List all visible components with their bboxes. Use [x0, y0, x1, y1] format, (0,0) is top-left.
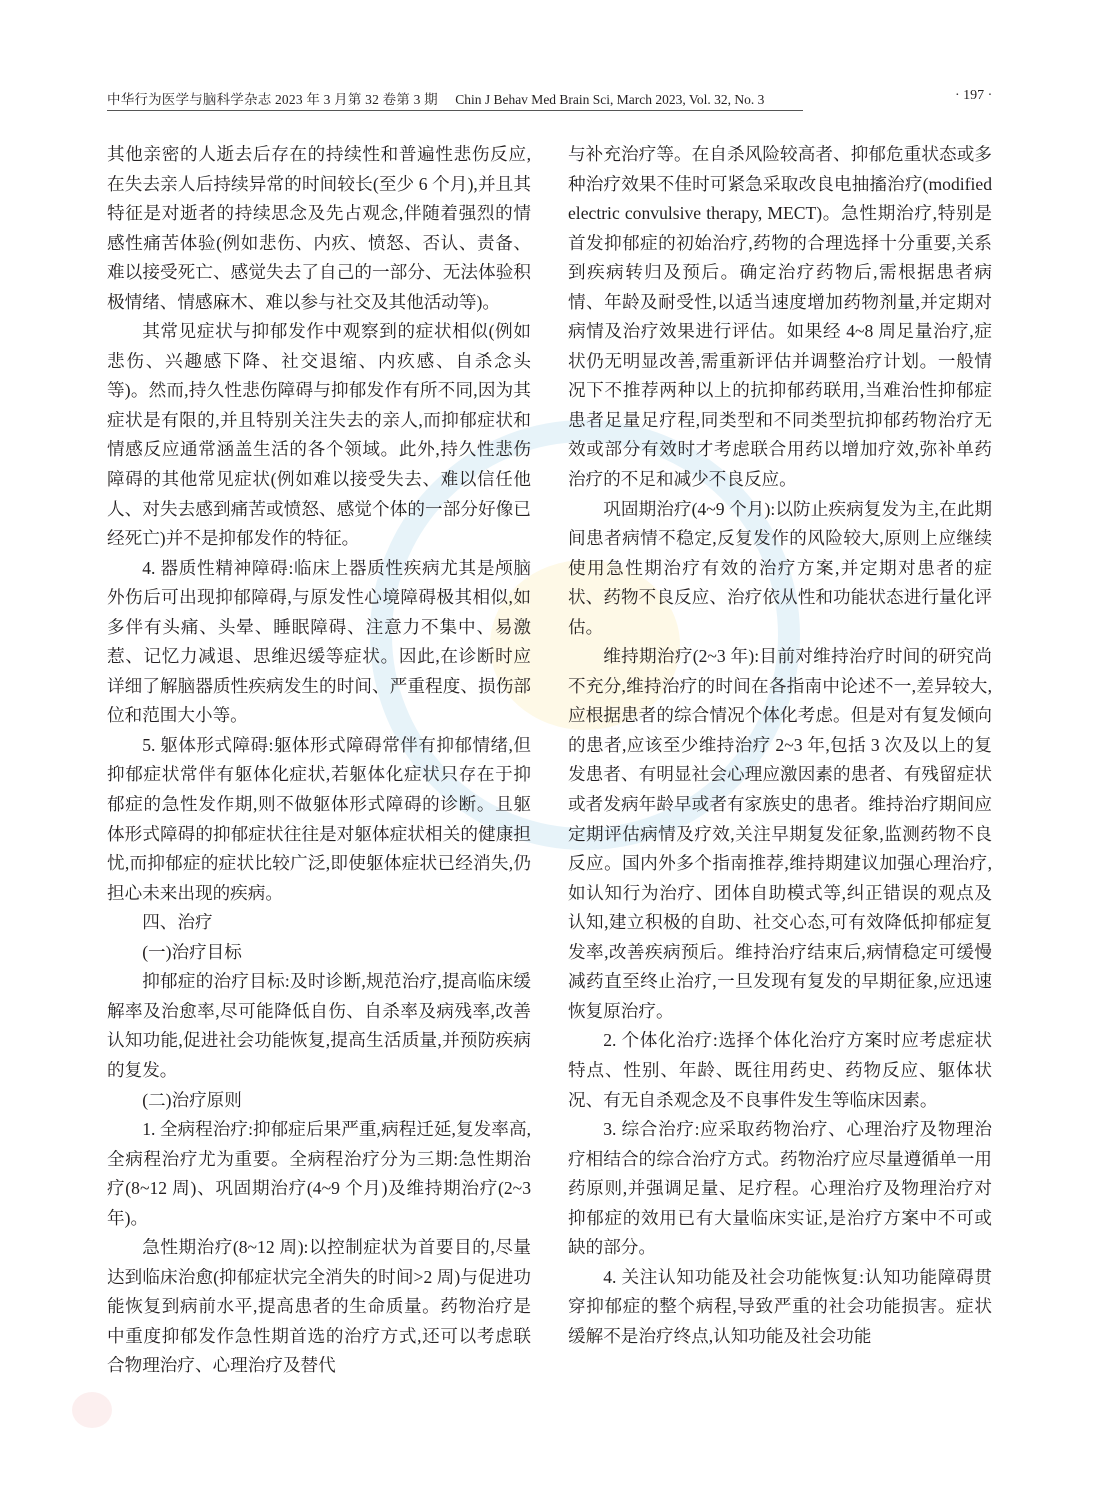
section-heading: (二)治疗原则 [142, 1089, 242, 1110]
paragraph: 急性期治疗(8~12 周):以控制症状为首要目的,尽量达到临床治愈(抑郁症状完全消失的时间>2 周)与促进功能恢复到病前水平,提高患者的生命质量。药物治疗是中重度抑郁发作急性期首选的治疗方式,还可以考虑联合物理治疗、心理治疗及替代 [107, 1237, 531, 1376]
paragraph: 2. 个体化治疗:选择个体化治疗方案时应考虑症状特点、性别、年龄、既往用药史、药物反应、躯体状况、有无自杀观念及不良事件发生等临床因素。 [568, 1030, 992, 1110]
running-header [107, 88, 803, 111]
page-number: · 197 · [955, 88, 993, 103]
paragraph: 抑郁症的治疗目标:及时诊断,规范治疗,提高临床缓解率及治愈率,尽可能降低自伤、自杀率及病残率,改善认知功能,促进社会功能恢复,提高生活质量,并预防疾病的复发。 [107, 971, 531, 1080]
paragraph: 巩固期治疗(4~9 个月):以防止疾病复发为主,在此期间患者病情不稳定,反复发作的风险较大,原则上应继续使用急性期治疗有效的治疗方案,并定期对患者的症状、药物不良反应、治疗依从性和功能状态进行量化评估。 [568, 498, 992, 637]
paragraph: 5. 躯体形式障碍:躯体形式障碍常伴有抑郁情绪,但抑郁症状常伴有躯体化症状,若躯体化症状只存在于抑郁症的急性发作期,则不做躯体形式障碍的诊断。且躯体形式障碍的抑郁症状往往是对躯体症状相关的健康担忧,而抑郁症的症状比较广泛,即使躯体症状已经消失,仍担心未来出现的疾病。 [107, 734, 531, 903]
section-heading: (一)治疗目标 [142, 941, 242, 962]
paragraph: 其常见症状与抑郁发作中观察到的症状相似(例如悲伤、兴趣感下降、社交退缩、内疚感、自杀念头等)。然而,持久性悲伤障碍与抑郁发作有所不同,因为其症状是有限的,并且特别关注失去的亲人,而抑郁症状和情感反应通常涵盖生活的各个领域。此外,持久性悲伤障碍的其他常见症状(例如难以接受失去、难以信任他人、对失去感到痛苦或愤怒、感觉个体的一部分好像已经死亡)并不是抑郁发作的特征。 [107, 321, 531, 549]
paragraph: 维持期治疗(2~3 年):目前对维持治疗时间的研究尚不充分,维持治疗的时间在各指南中论述不一,差异较大,应根据患者的综合情况个体化考虑。但是对有复发倾向的患者,应该至少维持治疗 2~3 年,包括 3 次及以上的复发患者、有明显社会心理应激因素的患者、有残留症状或者发病年龄早或者有家族史的患者。维持治疗期间应定期评估病情及疗效,关注早期复发征象,监测药物不良反应。国内外多个指南推荐,维持期建议加强心理治疗,如认知行为治疗、团体自助模式等,纠正错误的观点及认知,建立积极的自助、社交心态,可有效降低抑郁症复发率,改善疾病预后。维持治疗结束后,病情稳定可缓慢减药直至终止治疗,一旦发现有复发的早期征象,应迅速恢复原治疗。 [568, 646, 992, 1021]
left-column [107, 140, 531, 1381]
paragraph: 与补充治疗等。在自杀风险较高者、抑郁危重状态或多种治疗效果不佳时可紧急采取改良电抽搐治疗(modified electric convulsive therapy, MECT)。急性期治疗,特别是首发抑郁症的初始治疗,药物的合理选择十分重要,关系到疾病转归及预后。确定治疗药物后,需根据患者病情、年龄及耐受性,以适当速度增加药物剂量,并定期对病情及治疗效果进行评估。如果经 4~8 周足量治疗,症状仍无明显改善,需重新评估并调整治疗计划。一般情况下不推荐两种以上的抗抑郁药联用,当难治性抑郁症患者足量足疗程,同类型和不同类型抗抑郁药物治疗无效或部分有效时才考虑联合用药以增加疗效,弥补单药治疗的不足和减少不良反应。 [568, 144, 992, 490]
paragraph: 3. 综合治疗:应采取药物治疗、心理治疗及物理治疗相结合的综合治疗方式。药物治疗应尽量遵循单一用药原则,并强调足量、足疗程。心理治疗及物理治疗对抑郁症的效用已有大量临床实证,是治疗方案中不可或缺的部分。 [568, 1119, 992, 1258]
paragraph: 4. 器质性精神障碍:临床上器质性疾病尤其是颅脑外伤后可出现抑郁障碍,与原发性心境障碍极其相似,如多伴有头痛、头晕、睡眠障碍、注意力不集中、易激惹、记忆力减退、思维迟缓等症状。因此,在诊断时应详细了解脑器质性疾病发生的时间、严重程度、损伤部位和范围大小等。 [107, 557, 531, 726]
publisher-watermark-logo [72, 1392, 592, 1428]
journal-title-cn: 中华行为医学与脑科学杂志 2023 年 3 月第 32 卷第 3 期 [107, 92, 438, 107]
journal-title-en: Chin J Behav Med Brain Sci, March 2023, Vol. 32, No. 3 [455, 92, 765, 107]
paragraph: 4. 关注认知功能及社会功能恢复:认知功能障碍贯穿抑郁症的整个病程,导致严重的社会功能损害。症状缓解不是治疗终点,认知功能及社会功能 [568, 1266, 992, 1346]
right-column [568, 140, 992, 1351]
paragraph: 1. 全病程治疗:抑郁症后果严重,病程迁延,复发率高,全病程治疗尤为重要。全病程治疗分为三期:急性期治疗(8~12 周)、巩固期治疗(4~9 个月)及维持期治疗(2~3 年)。 [107, 1119, 531, 1228]
section-heading: 四、治疗 [142, 912, 213, 933]
paragraph: 其他亲密的人逝去后存在的持续性和普遍性悲伤反应,在失去亲人后持续异常的时间较长(至少 6 个月),并且其特征是对逝者的持续思念及先占观念,伴随着强烈的情感性痛苦体验(例如悲伤、内疚、愤怒、否认、责备、难以接受死亡、感觉失去了自己的一部分、无法体验积极情绪、情感麻木、难以参与社交及其他活动等)。 [107, 144, 531, 312]
publisher-logo-mark [72, 1392, 112, 1428]
